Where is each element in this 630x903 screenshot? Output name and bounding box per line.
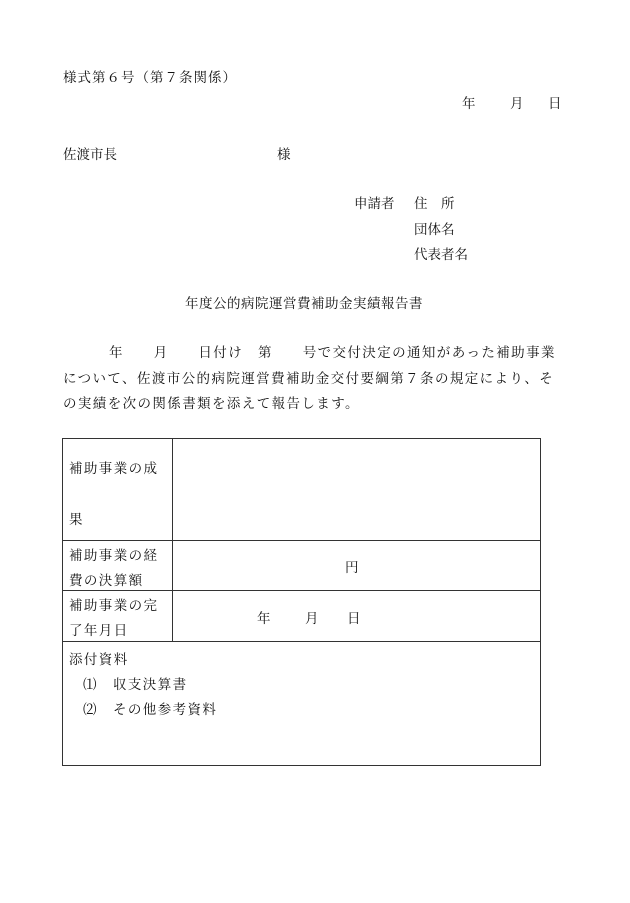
attachment-item: [83, 673, 188, 693]
addressee-name: 佐渡市長: [63, 147, 117, 163]
body-paragraph: [63, 341, 583, 418]
completion-date: [257, 607, 361, 627]
report-table: [62, 438, 541, 766]
completion-label: [63, 591, 173, 641]
results-label-line-2: 果: [69, 512, 84, 528]
results-label: [63, 439, 173, 540]
completion-month: 月: [305, 611, 319, 627]
attachment-text: その他参考資料: [113, 702, 218, 718]
results-row: [63, 439, 540, 541]
attachments-heading: 添付資料: [69, 652, 129, 668]
attachment-item: [83, 698, 217, 718]
cost-value: [173, 541, 540, 590]
cost-label: [63, 541, 173, 590]
completion-year: 年: [257, 611, 271, 627]
completion-label-line-1: 補助事業の完: [69, 598, 159, 614]
applicant-representative-label: 代表者名: [414, 247, 468, 263]
addressee: [63, 143, 291, 163]
date-day: 日: [548, 96, 562, 112]
attachment-text: 収支決算書: [113, 677, 188, 693]
results-value: [173, 439, 540, 540]
attachment-number: ⑵: [83, 702, 97, 718]
date-month: 月: [510, 96, 524, 112]
date-year: 年: [462, 96, 476, 112]
document-title: 年度公的病院運営費補助金実績報告書: [185, 296, 423, 312]
addressee-honorific: 様: [277, 147, 291, 163]
attachments-row: [63, 642, 540, 766]
body-line-2: について、佐渡市公的病院運営費補助金交付要綱第７条の規定により、そ: [63, 370, 555, 387]
body-line-1: 年 月 日付け 第 号で交付決定の通知があった補助事業: [109, 345, 556, 361]
applicant-label: 申請者: [354, 196, 395, 212]
completion-label-line-2: 了年月日: [69, 623, 129, 639]
cost-unit: 円: [345, 560, 359, 576]
form-number: 様式第６号（第７条関係）: [63, 70, 237, 86]
submission-date: [462, 92, 562, 112]
completion-day: 日: [347, 611, 361, 627]
body-line-3: の実績を次の関係書類を添えて報告します。: [63, 396, 360, 412]
applicant-address-label: 住 所: [414, 196, 455, 212]
applicant-organization-label: 団体名: [414, 222, 455, 238]
cost-label-line-1: 補助事業の経: [69, 548, 159, 564]
cost-row: [63, 541, 540, 591]
completion-value: [173, 591, 540, 641]
completion-row: [63, 591, 540, 642]
cost-label-line-2: 費の決算額: [69, 573, 144, 589]
results-label-line-1: 補助事業の成: [69, 461, 159, 477]
attachment-number: ⑴: [83, 677, 97, 693]
